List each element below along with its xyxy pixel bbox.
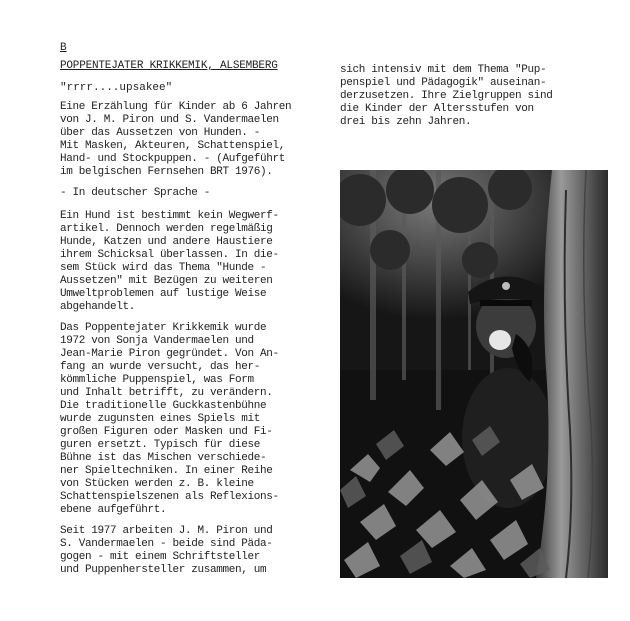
left-column	[60, 42, 340, 577]
tree-trunk	[536, 170, 608, 578]
text-line: penspiel und Pädagogik" auseinan-	[340, 77, 547, 89]
text-line: und Puppenhersteller zusammen, um	[60, 564, 267, 576]
paragraph-theater-history	[60, 322, 340, 517]
text-line: guren ersetzt. Typisch für diese	[60, 439, 261, 451]
text-line: Umweltproblemen auf lustige Weise	[60, 288, 267, 300]
text-line: Eine Erzählung für Kinder ab 6 Jahren	[60, 101, 292, 113]
text-line: über das Aussetzen von Hunden. -	[60, 127, 261, 139]
play-title: "rrrr....upsakee"	[60, 82, 173, 94]
text-line: ihrem Schicksal überlassen. In die-	[60, 249, 279, 261]
text-line: und Inhalt betrifft, zu verändern.	[60, 387, 273, 399]
text-line: kömmliche Puppenspiel, was Form	[60, 374, 254, 386]
text-line: ebene aufgeführt.	[60, 504, 167, 516]
text-line: im belgischen Fernsehen BRT 1976).	[60, 166, 273, 178]
text-line: wurde zugunsten eines Spiels mit	[60, 413, 261, 425]
text-line: von Stücken werden z. B. kleine	[60, 478, 254, 490]
puppet-cap-brim	[480, 300, 532, 306]
text-line: fang an wurde versucht, das her-	[60, 361, 261, 373]
text-line: abgehandelt.	[60, 301, 136, 313]
text-line: Hand- und Stockpuppen. - (Aufgeführt	[60, 153, 286, 165]
text-line: Aussetzen" mit Bezügen zu weiteren	[60, 275, 273, 287]
text-line: Das Poppentejater Krikkemik wurde	[60, 322, 267, 334]
text-line: artikel. Dennoch werden regelmäßig	[60, 223, 273, 235]
paragraph-dog-theme	[60, 210, 340, 314]
intro-paragraph	[60, 101, 340, 179]
text-line: Hunde, Katzen und andere Haustiere	[60, 236, 273, 248]
text-line: die Kinder der Altersstufen von	[340, 103, 534, 115]
text-line: Die traditionelle Guckkastenbühne	[60, 400, 267, 412]
section-letter: B	[60, 42, 67, 54]
paragraph-continuation	[340, 64, 612, 129]
text-line: von J. M. Piron und S. Vandermaelen	[60, 114, 279, 126]
text-line: derzusetzen. Ihre Zielgruppen sind	[340, 90, 553, 102]
photo-puppet-in-forest	[340, 170, 608, 578]
text-line: sich intensiv mit dem Thema "Pup-	[340, 64, 547, 76]
text-line: Jean-Marie Piron gegründet. Von An-	[60, 348, 279, 360]
puppet-nose	[489, 330, 511, 350]
text-line: S. Vandermaelen - beide sind Päda-	[60, 538, 273, 550]
text-line: ner Spieltechniken. In einer Reihe	[60, 465, 273, 477]
text-line: Mit Masken, Akteuren, Schattenspiel,	[60, 140, 286, 152]
paragraph-collaboration	[60, 525, 340, 577]
theater-heading: POPPENTEJATER KRIKKEMIK, ALSEMBERG	[60, 60, 278, 72]
language-note: - In deutscher Sprache -	[60, 187, 211, 199]
text-line: drei bis zehn Jahren.	[340, 116, 472, 128]
text-line: Bühne ist das Mischen verschiede-	[60, 452, 267, 464]
text-line: Ein Hund ist bestimmt kein Wegwerf-	[60, 210, 279, 222]
text-line: Seit 1977 arbeiten J. M. Piron und	[60, 525, 273, 537]
text-line: großen Figuren oder Masken und Fi-	[60, 426, 273, 438]
right-column	[340, 64, 612, 129]
photo-illustration	[340, 170, 608, 578]
text-line: sem Stück wird das Thema "Hunde -	[60, 262, 267, 274]
text-line: Schattenspielszenen als Reflexions-	[60, 491, 279, 503]
text-line: gogen - mit einem Schriftsteller	[60, 551, 261, 563]
text-line: 1972 von Sonja Vandermaelen und	[60, 335, 254, 347]
puppet-cap-badge	[502, 282, 510, 290]
